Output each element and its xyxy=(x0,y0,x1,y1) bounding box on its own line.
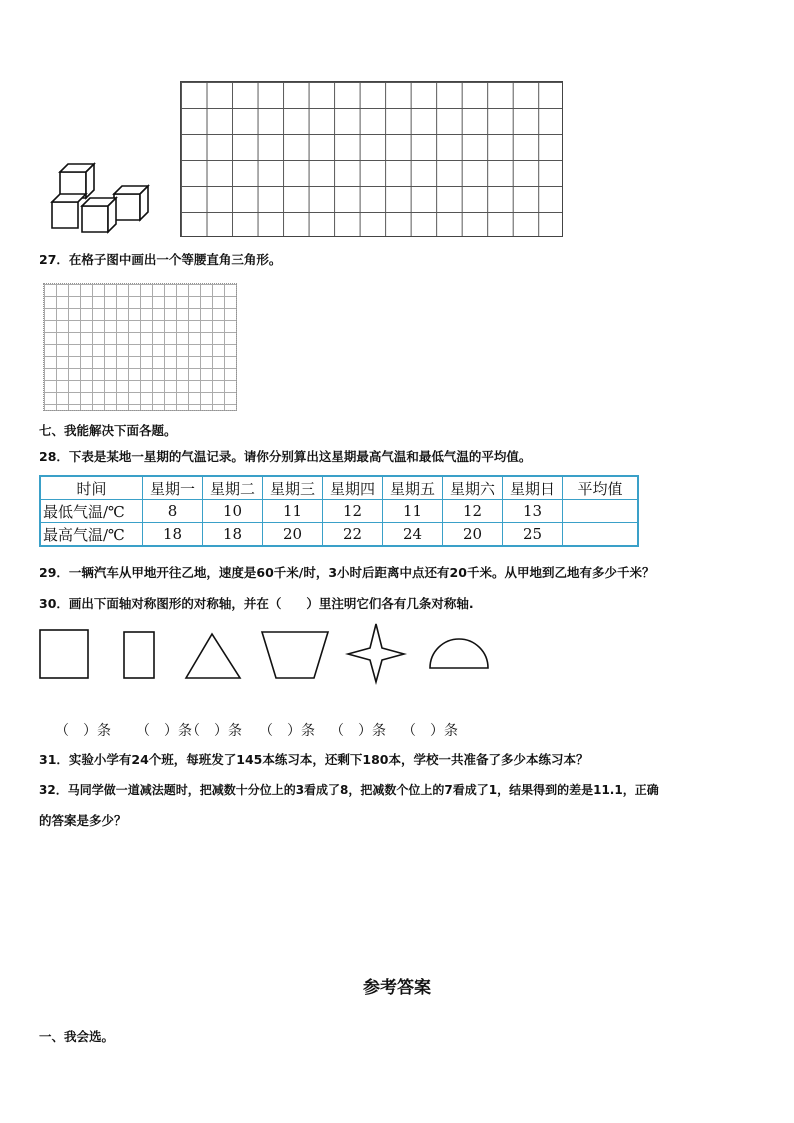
question-30: 30．画出下面轴对称图形的对称轴，并在（ ）里注明它们各有几条对称轴. xyxy=(39,596,474,611)
table-row xyxy=(40,523,638,547)
question-32-continued: 的答案是多少？ xyxy=(39,813,127,828)
table-header-row xyxy=(40,476,638,500)
table-cell: 11 xyxy=(263,500,323,523)
cube-stack-figure xyxy=(48,160,158,235)
table-row xyxy=(40,500,638,523)
row-label: 最高气温/℃ xyxy=(40,523,143,547)
table-cell: 20 xyxy=(443,523,503,547)
table-cell: 25 xyxy=(503,523,563,547)
question-29: 29．一辆汽车从甲地开往乙地，速度是60千米/时，3小时后距离中点还有20千米。从甲地到乙地有多少千米？ xyxy=(39,565,655,580)
table-cell: 12 xyxy=(443,500,503,523)
trapezoid-shape xyxy=(262,632,328,678)
section-7-heading: 七、我能解决下面各题。 xyxy=(39,423,177,438)
table-cell: 13 xyxy=(503,500,563,523)
table-header-cell: 星期二 xyxy=(203,476,263,500)
answers-title: 参考答案 xyxy=(363,978,431,998)
table-header-cell: 平均值 xyxy=(563,476,639,500)
answer-blank[interactable]: （ ）条 xyxy=(136,723,192,739)
answer-blank[interactable]: （ ）条 xyxy=(402,723,458,739)
answer-blank[interactable]: （ ）条 xyxy=(259,723,315,739)
table-header-cell: 星期一 xyxy=(143,476,203,500)
average-cell[interactable] xyxy=(563,523,639,547)
table-cell: 18 xyxy=(203,523,263,547)
square-grid xyxy=(180,81,563,237)
question-28: 28．下表是某地一星期的气温记录。请你分别算出这星期最高气温和最低气温的平均值。 xyxy=(39,449,532,464)
average-cell[interactable] xyxy=(563,500,639,523)
table-header-cell: 时间 xyxy=(40,476,143,500)
table-cell: 12 xyxy=(323,500,383,523)
table-cell: 18 xyxy=(143,523,203,547)
four-point-star-shape xyxy=(348,624,404,682)
table-header-cell: 星期日 xyxy=(503,476,563,500)
table-header-cell: 星期五 xyxy=(383,476,443,500)
table-header-cell: 星期三 xyxy=(263,476,323,500)
table-cell: 22 xyxy=(323,523,383,547)
triangle-shape xyxy=(186,634,240,678)
rectangle-shape xyxy=(124,632,154,678)
answer-blank[interactable]: （ ）条 xyxy=(186,723,242,739)
table-cell: 24 xyxy=(383,523,443,547)
table-cell: 20 xyxy=(263,523,323,547)
table-header-cell: 星期四 xyxy=(323,476,383,500)
question-31: 31．实验小学有24个班，每班发了145本练习本，还剩下180本，学校一共准备了多少本练习本？ xyxy=(39,752,589,767)
table-cell: 11 xyxy=(383,500,443,523)
dot-grid xyxy=(43,283,237,411)
symmetry-shapes xyxy=(36,620,496,686)
answers-section-1: 一、我会选。 xyxy=(39,1029,115,1044)
question-27: 27．在格子图中画出一个等腰直角三角形。 xyxy=(39,252,282,267)
row-label: 最低气温/℃ xyxy=(40,500,143,523)
table-cell: 10 xyxy=(203,500,263,523)
answer-blank[interactable]: （ ）条 xyxy=(55,723,111,739)
table-cell: 8 xyxy=(143,500,203,523)
question-32: 32．马同学做一道减法题时，把减数十分位上的3看成了8，把减数个位上的7看成了1，结果得到的差是11.1，正确 xyxy=(39,783,659,797)
square-shape xyxy=(40,630,88,678)
temperature-table xyxy=(39,475,639,547)
semicircle-shape xyxy=(430,639,488,668)
table-header-cell: 星期六 xyxy=(443,476,503,500)
answer-blank[interactable]: （ ）条 xyxy=(330,723,386,739)
